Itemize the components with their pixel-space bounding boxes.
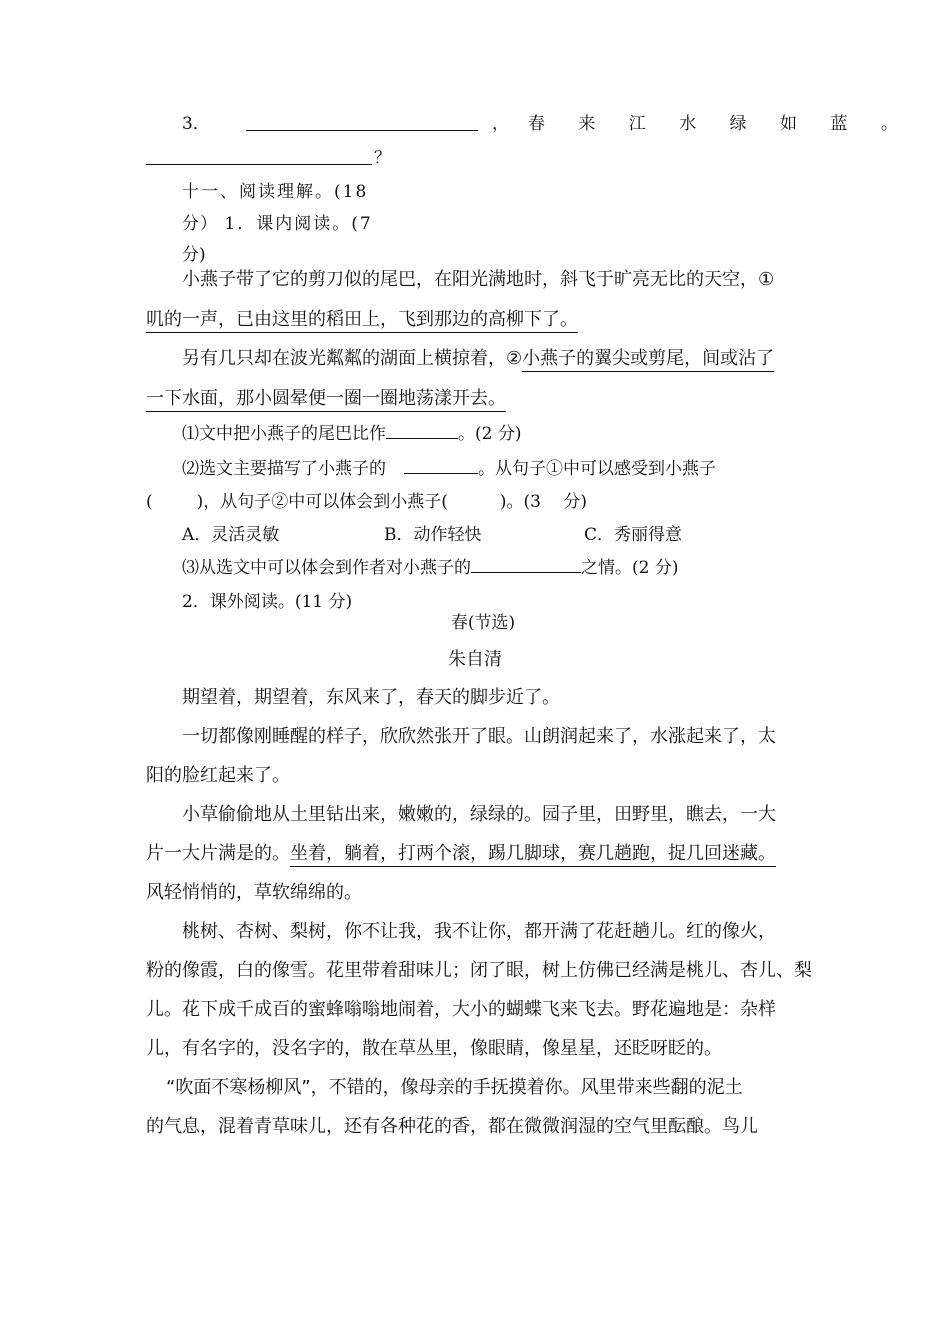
outclass-p5-line1: “吹面不寒杨柳风”，不错的，像母亲的手抚摸着你。风里带来些翻的泥土 [166, 1077, 743, 1098]
inclass-p2-line2 [146, 390, 506, 408]
sentence-1-underlined: 叽的一声，已由这里的稻田上，飞到那边的高柳下了。 [146, 309, 578, 333]
q3-comma: ， [492, 114, 509, 134]
question-3-points: 之情。(2 分) [581, 558, 679, 578]
outclass-p5-line2: 的气息，混着青草味儿，还有各种花的香，都在微微润湿的空气里酝酿。鸟儿 [146, 1116, 758, 1137]
outclass-p4-line3: 儿。花下成千成百的蜜蜂嗡嗡地闹着，大小的蝴蝶飞来飞去。野花遍地是：杂样 [146, 999, 776, 1020]
in-class-reading-points: 分) [182, 245, 206, 265]
option-a: A．灵活灵敏 [182, 525, 280, 545]
outclass-p4-line4: 儿，有名字的，没名字的，散在草丛里，像眼睛，像星星，还眨呀眨的。 [146, 1038, 722, 1059]
outclass-p3-line1: 小草偷偷地从土里钻出来，嫩嫩的，绿绿的。园子里，田野里，瞧去，一大 [182, 804, 776, 825]
question-2-points: )。(3 分) [499, 492, 588, 512]
question-1 [182, 426, 521, 443]
question-2-line2 [146, 494, 587, 511]
question-2-blank[interactable] [404, 473, 478, 474]
question-3-blank[interactable] [471, 572, 581, 573]
q3-number: 3． [182, 114, 210, 134]
q3-blank-1[interactable] [246, 112, 478, 131]
extracurricular-reading-label: 2．课外阅读。(11 分) [182, 592, 353, 612]
q3-line [182, 116, 210, 133]
passage-author: 朱自清 [448, 649, 502, 670]
question-1-blank[interactable] [386, 438, 458, 439]
sentence-2-underlined: 小燕子的翼尖或剪尾，间或沾了 [522, 348, 774, 372]
question-3-text: ⑶从选文中可以体会到作者对小燕子的 [182, 558, 471, 578]
outclass-p2-line2: 阳的脸红起来了。 [146, 765, 290, 786]
q3-blank-2[interactable] [146, 146, 372, 165]
outclass-p1: 期望着，期望着，东风来了，春天的脚步近了。 [182, 687, 560, 708]
section-11-heading: 十一、阅读理解。(18 [182, 182, 369, 202]
section-11-points: 分） [182, 214, 218, 234]
option-c: C．秀丽得意 [584, 525, 683, 545]
question-1-points: 。(2 分) [458, 424, 522, 444]
outclass-p3-line2 [146, 845, 776, 863]
paren-open-1: ( [146, 492, 153, 512]
question-2-text: ⑵选文主要描写了小燕子的 [182, 459, 386, 479]
q3-question-mark: ？ [374, 148, 391, 168]
question-2 [182, 461, 716, 478]
question-2-mid: )，从句子②中可以体会到小燕子( [196, 492, 448, 512]
section-11-line2 [182, 216, 373, 233]
option-b: B．动作轻快 [384, 525, 482, 545]
inclass-p2-plain: 另有几只却在波光粼粼的湖面上横掠着，② [182, 348, 523, 369]
question-1-text: ⑴文中把小燕子的尾巴比作 [182, 424, 386, 444]
inclass-p1-line2 [146, 311, 578, 329]
in-class-reading-label: 1．课内阅读。(7 [224, 214, 373, 234]
sentence-2-underlined-cont: 一下水面，那小圆晕便一圈一圈地荡漾开去。 [146, 388, 506, 412]
question-3 [182, 560, 678, 577]
question-2-text-cont: 。从句子①中可以感受到小燕子 [478, 459, 716, 479]
passage-title: 春(节选) [450, 613, 516, 633]
outclass-underlined-sentence: 坐着，躺着，打两个滚，踢几脚球，赛几趟跑，捉几回迷藏。 [290, 843, 776, 867]
outclass-p4-line1: 桃树、杏树、梨树，你不让我，我不让你，都开满了花赶趟儿。红的像火， [182, 921, 776, 942]
outclass-p3-line3: 风轻悄悄的，草软绵绵的。 [146, 882, 362, 903]
outclass-p4-line2: 粉的像霞，白的像雪。花里带着甜味儿；闭了眼，树上仿佛已经满是桃儿、杏儿、梨 [146, 960, 812, 981]
inclass-p2-line1 [182, 350, 774, 368]
outclass-p2-line1: 一切都像刚睡醒的样子，欣欣然张开了眼。山朗润起来了，水涨起来了，太 [182, 726, 776, 747]
outclass-p3-plain: 片一大片满是的。 [146, 843, 290, 864]
inclass-p1-line1: 小燕子带了它的剪刀似的尾巴，在阳光满地时，斜飞于旷亮无比的天空，① [182, 269, 775, 290]
q3-phrase: 春 来 江 水 绿 如 蓝 。 [528, 114, 912, 134]
